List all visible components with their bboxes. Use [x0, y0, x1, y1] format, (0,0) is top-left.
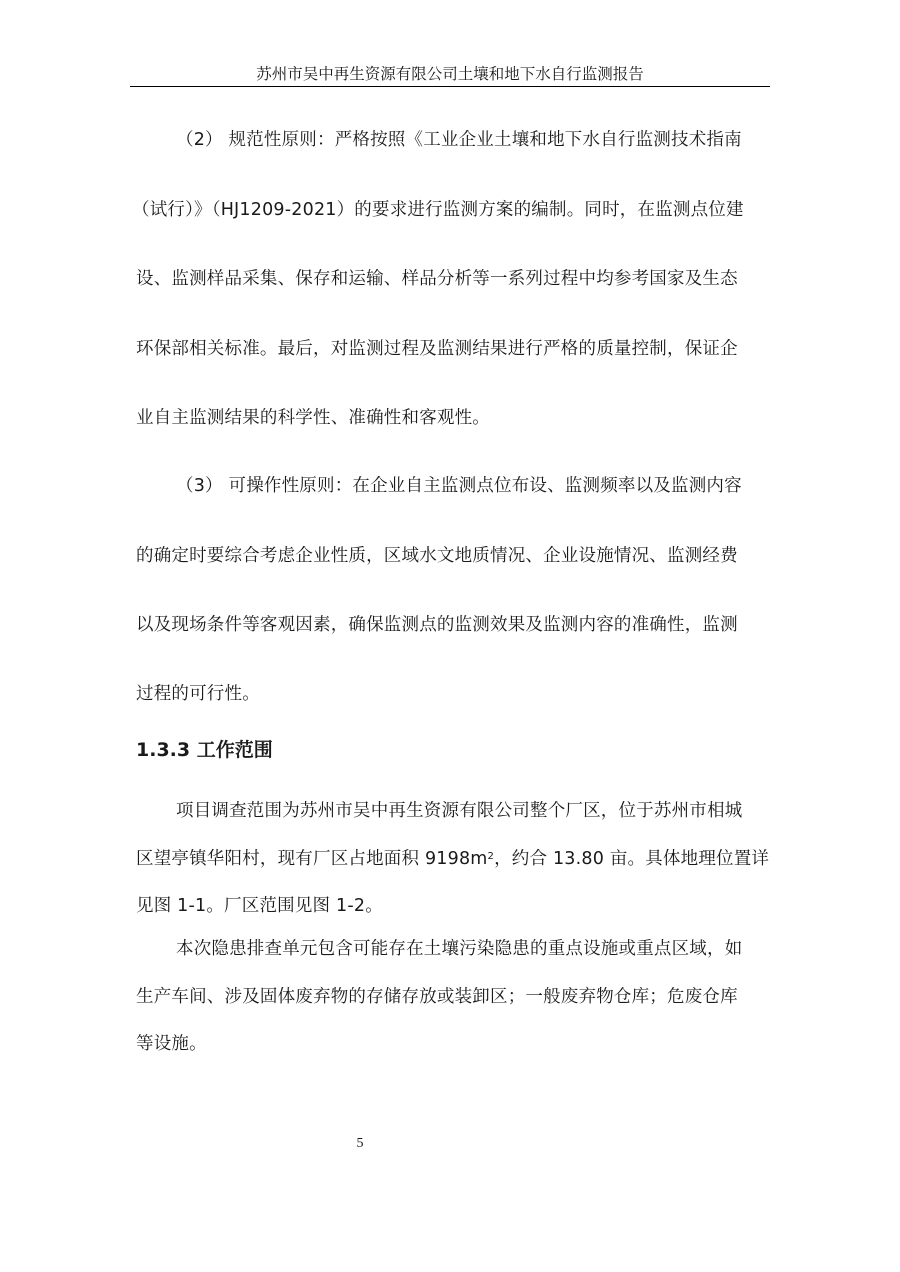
- paragraph-2-line-4: 环保部相关标准。最后，对监测过程及监测结果进行严格的质量控制，保证企: [136, 339, 738, 359]
- paragraph-3-line-4: 过程的可行性。: [136, 684, 260, 704]
- page-header: 苏州市吴中再生资源有限公司土壤和地下水自行监测报告: [130, 62, 770, 87]
- section-p2-line-3: 等设施。: [136, 1034, 207, 1054]
- paragraph-3-line-1: （3） 可操作性原则：在企业自主监测点位布设、监测频率以及监测内容: [176, 476, 742, 496]
- paragraph-2-line-1: （2） 规范性原则：严格按照《工业企业土壤和地下水自行监测技术指南: [176, 130, 742, 150]
- paragraph-3-line-3: 以及现场条件等客观因素，确保监测点的监测效果及监测内容的准确性，监测: [136, 615, 738, 635]
- section-p2-line-1: 本次隐患排查单元包含可能存在土壤污染隐患的重点设施或重点区域，如: [176, 939, 743, 959]
- section-heading: 1.3.3 工作范围: [136, 739, 273, 761]
- section-p1-line-3: 见图 1-1。厂区范围见图 1-2。: [136, 896, 383, 916]
- paragraph-2-line-2: （试行）》（HJ1209-2021）的要求进行监测方案的编制。同时，在监测点位建: [132, 200, 744, 220]
- paragraph-2-line-5: 业自主监测结果的科学性、准确性和客观性。: [136, 408, 490, 428]
- paragraph-3-line-2: 的确定时要综合考虑企业性质，区域水文地质情况、企业设施情况、监测经费: [136, 546, 738, 566]
- superscript-2: 2: [487, 851, 495, 862]
- section-p1-line-2-text-after: ，约合 13.80 亩。具体地理位置详: [494, 849, 770, 869]
- section-p1-line-1: 项目调查范围为苏州市吴中再生资源有限公司整个厂区，位于苏州市相城: [176, 801, 743, 821]
- section-p1-line-2-text: 区望亭镇华阳村，现有厂区占地面积 9198m: [136, 849, 488, 869]
- section-p1-line-2: [136, 846, 769, 872]
- paragraph-2-line-3: 设、监测样品采集、保存和运输、样品分析等一系列过程中均参考国家及生态: [136, 269, 738, 289]
- section-p2-line-2: 生产车间、涉及固体废弃物的存储存放或装卸区；一般废弃物仓库；危废仓库: [136, 987, 738, 1007]
- page-number: 5: [356, 1136, 364, 1151]
